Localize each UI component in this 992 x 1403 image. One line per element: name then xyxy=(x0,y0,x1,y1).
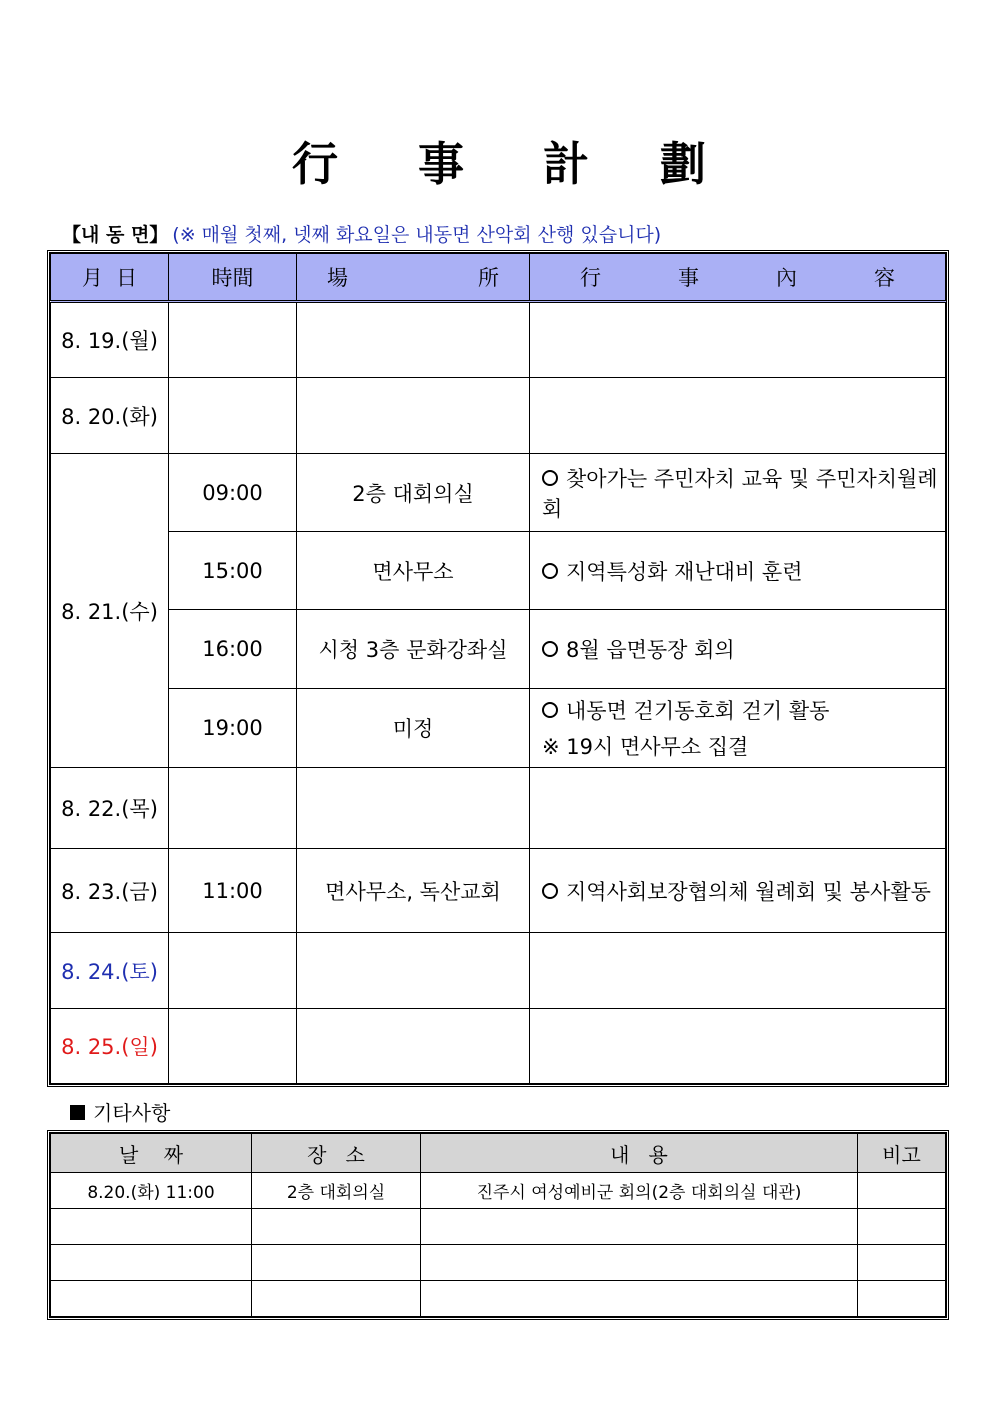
date-cell: 8. 21.(수) xyxy=(51,454,169,768)
etc-content-cell xyxy=(421,1281,858,1317)
etc-header-note: 비고 xyxy=(858,1134,946,1173)
schedule-header-row xyxy=(51,254,946,302)
title-char-2: 事 xyxy=(418,137,464,191)
content-cell xyxy=(530,378,946,454)
content-cell xyxy=(530,302,946,378)
table-row xyxy=(51,532,946,610)
time-cell: 09:00 xyxy=(169,454,297,532)
content-cell xyxy=(530,933,946,1009)
table-row xyxy=(51,1009,946,1084)
etc-place-cell xyxy=(252,1209,421,1245)
circle-bullet-icon xyxy=(542,702,558,718)
date-cell: 8. 22.(목) xyxy=(51,768,169,849)
circle-bullet-icon xyxy=(542,470,558,486)
content-cell: 내동면 걷기동호회 걷기 활동 ※ 19시 면사무소 집결 xyxy=(530,689,946,768)
dong-subheading xyxy=(62,220,661,247)
etc-place-cell xyxy=(252,1245,421,1281)
etc-place-cell xyxy=(252,1281,421,1317)
etc-date-cell: 8.20.(화) 11:00 xyxy=(51,1173,252,1209)
date-cell-sunday: 8. 25.(일) xyxy=(51,1009,169,1084)
etc-date-cell xyxy=(51,1245,252,1281)
table-row xyxy=(51,378,946,454)
table-row xyxy=(51,689,946,768)
content-cell: 찾아가는 주민자치 교육 및 주민자치월례회 xyxy=(530,454,946,532)
circle-bullet-icon xyxy=(542,883,558,899)
circle-bullet-icon xyxy=(542,563,558,579)
time-cell: 19:00 xyxy=(169,689,297,768)
page-title xyxy=(0,128,992,191)
header-content: 行 事 內 容 xyxy=(530,254,946,302)
etc-table xyxy=(50,1133,946,1317)
time-cell: 11:00 xyxy=(169,849,297,933)
dong-label: 【내 동 면】 xyxy=(62,224,169,246)
time-cell xyxy=(169,768,297,849)
header-date: 月 日 xyxy=(51,254,169,302)
schedule-table xyxy=(50,253,946,1084)
time-cell: 16:00 xyxy=(169,610,297,689)
place-cell xyxy=(297,378,530,454)
etc-heading: 기타사항 xyxy=(70,1097,170,1126)
etc-date-cell xyxy=(51,1281,252,1317)
title-char-3: 計 xyxy=(543,137,589,191)
table-row xyxy=(51,302,946,378)
table-row xyxy=(51,1209,946,1245)
etc-note-cell xyxy=(858,1209,946,1245)
place-cell xyxy=(297,768,530,849)
place-cell: 면사무소 xyxy=(297,532,530,610)
date-cell: 8. 20.(화) xyxy=(51,378,169,454)
table-row xyxy=(51,610,946,689)
table-row xyxy=(51,768,946,849)
etc-content-cell: 진주시 여성예비군 회의(2층 대회의실 대관) xyxy=(421,1173,858,1209)
table-row xyxy=(51,1173,946,1209)
place-cell: 미정 xyxy=(297,689,530,768)
time-cell xyxy=(169,933,297,1009)
content-cell: 지역사회보장협의체 월례회 및 봉사활동 xyxy=(530,849,946,933)
dong-note: (※ 매월 첫째, 넷째 화요일은 내동면 산악회 산행 있습니다) xyxy=(172,224,662,246)
date-cell: 8. 23.(금) xyxy=(51,849,169,933)
etc-content-cell xyxy=(421,1245,858,1281)
table-row xyxy=(51,849,946,933)
content-cell xyxy=(530,1009,946,1084)
content-cell: 8월 읍면동장 회의 xyxy=(530,610,946,689)
table-row xyxy=(51,454,946,532)
square-bullet-icon xyxy=(70,1105,85,1120)
place-cell xyxy=(297,1009,530,1084)
place-cell xyxy=(297,933,530,1009)
time-cell xyxy=(169,378,297,454)
etc-header-content: 내 용 xyxy=(421,1134,858,1173)
etc-note-cell xyxy=(858,1173,946,1209)
place-cell: 면사무소, 독산교회 xyxy=(297,849,530,933)
date-cell: 8. 19.(월) xyxy=(51,302,169,378)
place-cell xyxy=(297,302,530,378)
etc-date-cell xyxy=(51,1209,252,1245)
etc-place-cell: 2층 대회의실 xyxy=(252,1173,421,1209)
etc-note-cell xyxy=(858,1245,946,1281)
content-cell xyxy=(530,768,946,849)
header-time: 時間 xyxy=(169,254,297,302)
etc-note-cell xyxy=(858,1281,946,1317)
date-cell-saturday: 8. 24.(토) xyxy=(51,933,169,1009)
etc-content-cell xyxy=(421,1209,858,1245)
etc-header-date: 날 짜 xyxy=(51,1134,252,1173)
etc-header-place: 장 소 xyxy=(252,1134,421,1173)
place-cell: 2층 대회의실 xyxy=(297,454,530,532)
time-cell: 15:00 xyxy=(169,532,297,610)
table-row xyxy=(51,1281,946,1317)
header-place: 場 所 xyxy=(297,254,530,302)
title-char-4: 劃 xyxy=(660,137,706,191)
time-cell xyxy=(169,302,297,378)
table-row xyxy=(51,933,946,1009)
time-cell xyxy=(169,1009,297,1084)
content-cell: 지역특성화 재난대비 훈련 xyxy=(530,532,946,610)
circle-bullet-icon xyxy=(542,641,558,657)
etc-header-row xyxy=(51,1134,946,1173)
place-cell: 시청 3층 문화강좌실 xyxy=(297,610,530,689)
title-char-1: 行 xyxy=(292,137,338,191)
table-row xyxy=(51,1245,946,1281)
